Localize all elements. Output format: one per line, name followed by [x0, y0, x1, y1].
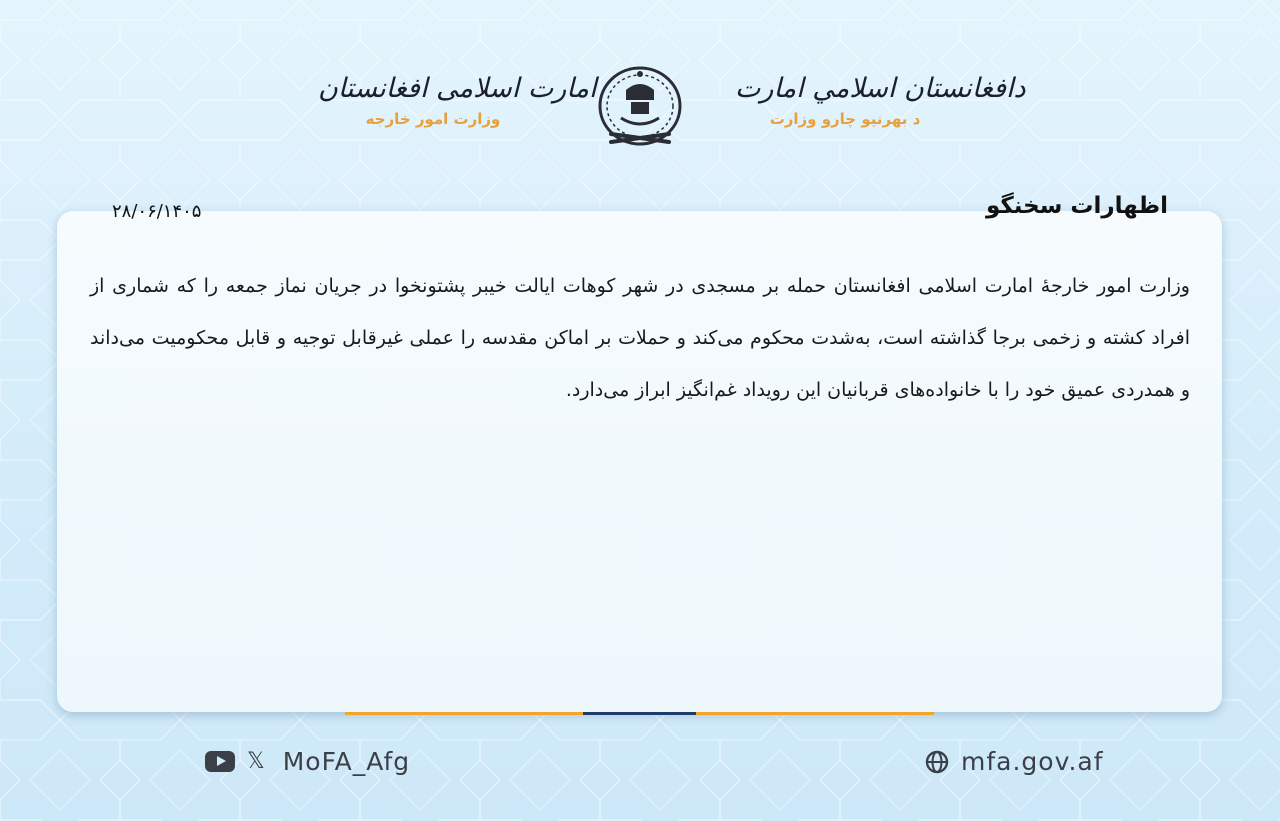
- statement-body: وزارت امور خارجهٔ امارت اسلامی افغانستان حمله بر مسجدی در شهر کوهات ایالت خیبر پشتونخوا در جریان نماز جمعه را که شماری از افراد کشته و زخمی برجا گذاشته است، به‌شدت محکوم می‌کند و حملات بر اماکن مقدسه را عملی غیرقابل توجیه و قابل محکومیت می‌داند و همدردی عمیق خود را با خانواده‌های قربانیان این رویداد غم‌انگیز ابراز می‌دارد.: [90, 275, 1190, 401]
- accent-bar-center: [583, 712, 696, 715]
- emirate-calligraphy-pashto: دافغانستان اسلامي امارت: [735, 73, 1026, 104]
- emirate-emblem-icon: [591, 60, 689, 156]
- header-pashto: [735, 70, 1026, 130]
- globe-icon: [925, 750, 949, 774]
- social-handle[interactable]: MoFA_Afg: [282, 747, 411, 776]
- footer-website: [925, 747, 1104, 776]
- x-icon[interactable]: 𝕏: [247, 749, 265, 774]
- emirate-calligraphy-dari: امارت اسلامی افغانستان: [318, 73, 597, 104]
- ministry-name-dari: وزارت امور خارجه: [365, 110, 501, 128]
- header-dari: [318, 70, 597, 130]
- statement-title: اظهارات سخنگو: [986, 193, 1168, 219]
- accent-bar-left: [345, 712, 583, 715]
- statement-date: ۲۸/۰۶/۱۴۰۵: [112, 201, 202, 222]
- accent-bar-right: [696, 712, 934, 715]
- footer-social: [205, 747, 410, 776]
- website-link[interactable]: mfa.gov.af: [961, 747, 1104, 776]
- ministry-name-pashto: د بهرنیو چارو وزارت: [769, 110, 921, 128]
- youtube-icon[interactable]: [205, 751, 235, 772]
